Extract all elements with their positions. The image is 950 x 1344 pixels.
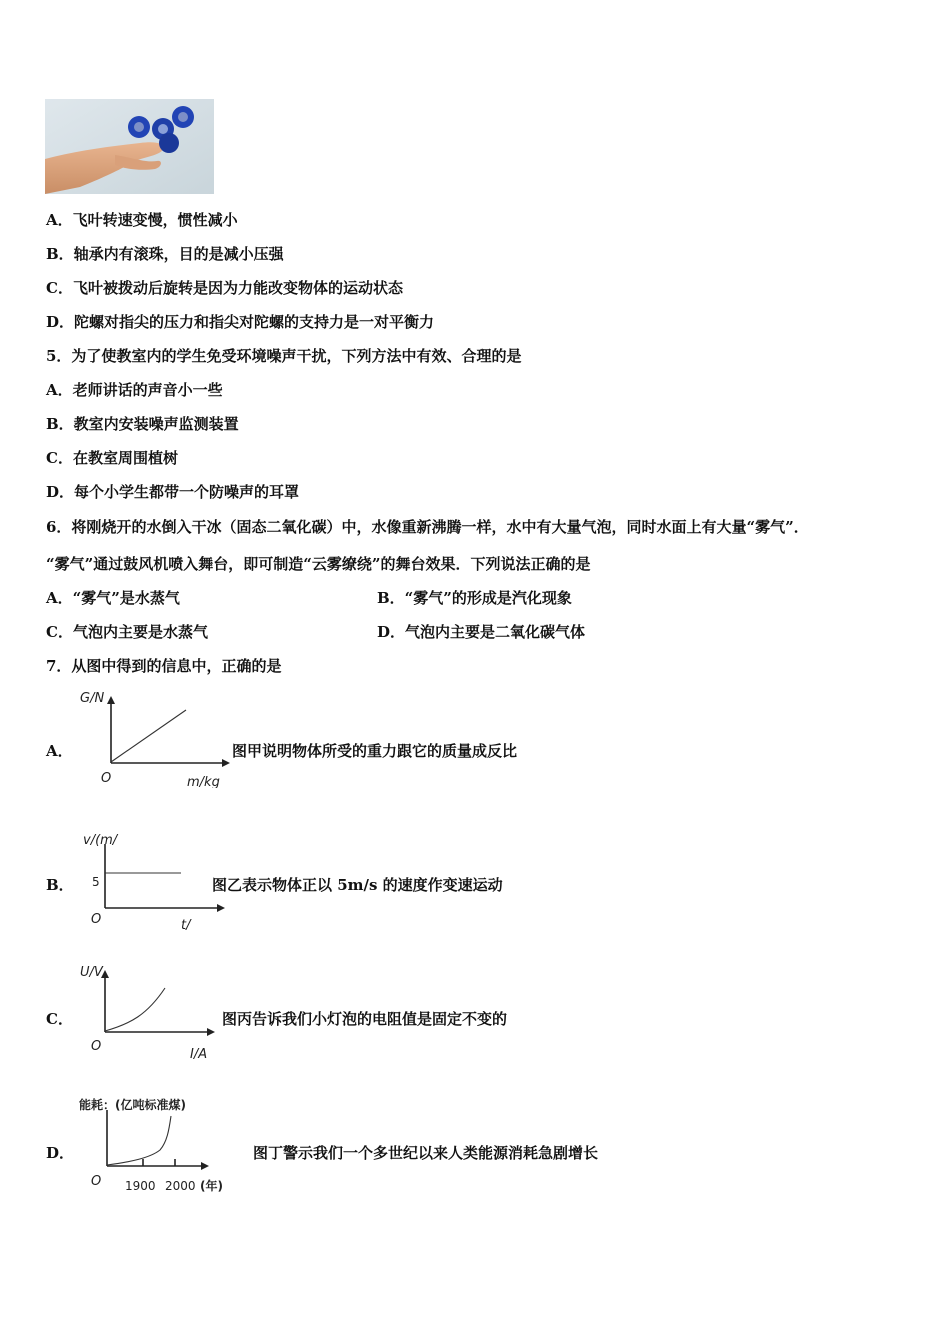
graph-b-y-axis-label: v/(m/ bbox=[83, 833, 118, 848]
graph-a bbox=[75, 688, 235, 788]
graph-d-x-tick-2000: 2000 bbox=[165, 1179, 196, 1193]
graph-b-x-arrow bbox=[217, 904, 225, 912]
graph-b-x-axis-label: t/ bbox=[181, 918, 191, 933]
q7-option-c-text: 图丙告诉我们小灯泡的电阻值是固定不变的 bbox=[222, 1010, 508, 1028]
q5-option-b: B．教室内安装噪声监测装置 bbox=[46, 415, 239, 433]
graph-b-y-tick: 5 bbox=[92, 875, 100, 889]
q5-option-a: A．老师讲话的声音小一些 bbox=[46, 381, 223, 399]
graph-d bbox=[75, 1092, 250, 1202]
q4-option-b: B．轴承内有滚珠，目的是减小压强 bbox=[46, 245, 284, 263]
graph-a-y-arrow bbox=[107, 696, 115, 704]
q5-option-d: D．每个小学生都带一个防噪声的耳罩 bbox=[46, 483, 300, 501]
graph-b-origin: O bbox=[91, 912, 102, 927]
q7-option-c-label: C． bbox=[46, 1010, 73, 1028]
q6-option-b: B．“雾气”的形成是汽化现象 bbox=[377, 589, 572, 607]
graph-b bbox=[75, 826, 235, 936]
q6-option-a: A．“雾气”是水蒸气 bbox=[46, 589, 180, 607]
q5-option-c: C．在教室周围植树 bbox=[46, 449, 178, 467]
graph-c-curve bbox=[105, 988, 165, 1031]
q5-stem: 5．为了使教室内的学生免受环境噪声干扰，下列方法中有效、合理的是 bbox=[46, 347, 522, 365]
q7-option-b-label: B． bbox=[46, 876, 74, 894]
graph-c-origin: O bbox=[91, 1039, 102, 1054]
q7-option-a-text: 图甲说明物体所受的重力跟它的质量成反比 bbox=[232, 742, 518, 760]
q7-option-a-label: A． bbox=[46, 742, 73, 760]
graph-c-y-axis-label: U/V bbox=[80, 965, 103, 980]
q6-option-c: C．气泡内主要是水蒸气 bbox=[46, 623, 208, 641]
graph-d-origin: O bbox=[91, 1174, 102, 1189]
graph-d-x-tick-1900: 1900 bbox=[125, 1179, 156, 1193]
graph-d-x-axis-label: (年) bbox=[200, 1179, 223, 1193]
q7-option-d-label: D． bbox=[46, 1144, 75, 1162]
q7-option-d-text: 图丁警示我们一个多世纪以来人类能源消耗急剧增长 bbox=[253, 1144, 599, 1162]
graph-d-curve bbox=[107, 1116, 171, 1165]
graph-a-origin: O bbox=[101, 771, 112, 786]
graph-d-y-axis-label: 能耗：(亿吨标准煤) bbox=[79, 1098, 186, 1112]
q4-option-a: A．飞叶转速变慢，惯性减小 bbox=[46, 211, 238, 229]
q6-stem-line1: 6．将刚烧开的水倒入干冰（固态二氧化碳）中，水像重新沸腾一样，水中有大量气泡，同时水面上有大量“雾气”． bbox=[46, 518, 809, 536]
q6-option-d: D．气泡内主要是二氧化碳气体 bbox=[377, 623, 586, 641]
q7-stem: 7．从图中得到的信息中，正确的是 bbox=[46, 657, 282, 675]
graph-a-x-axis-label: m/kg bbox=[187, 775, 220, 788]
graph-c-x-arrow bbox=[207, 1028, 215, 1036]
fidget-spinner-photo bbox=[45, 99, 214, 194]
graph-d-x-arrow bbox=[201, 1162, 209, 1170]
graph-a-y-axis-label: G/N bbox=[80, 691, 105, 706]
graph-c-x-axis-label: I/A bbox=[190, 1047, 208, 1062]
q4-option-d: D．陀螺对指尖的压力和指尖对陀螺的支持力是一对平衡力 bbox=[46, 313, 435, 331]
q7-option-b-text: 图乙表示物体正以 5m/s 的速度作变速运动 bbox=[212, 876, 503, 894]
q6-stem-line2: “雾气”通过鼓风机喷入舞台，即可制造“云雾缭绕”的舞台效果．下列说法正确的是 bbox=[46, 555, 591, 573]
q4-option-c: C．飞叶被拨动后旋转是因为力能改变物体的运动状态 bbox=[46, 279, 403, 297]
graph-a-x-arrow bbox=[222, 759, 230, 767]
graph-a-line bbox=[111, 710, 186, 762]
graph-c bbox=[75, 960, 235, 1065]
